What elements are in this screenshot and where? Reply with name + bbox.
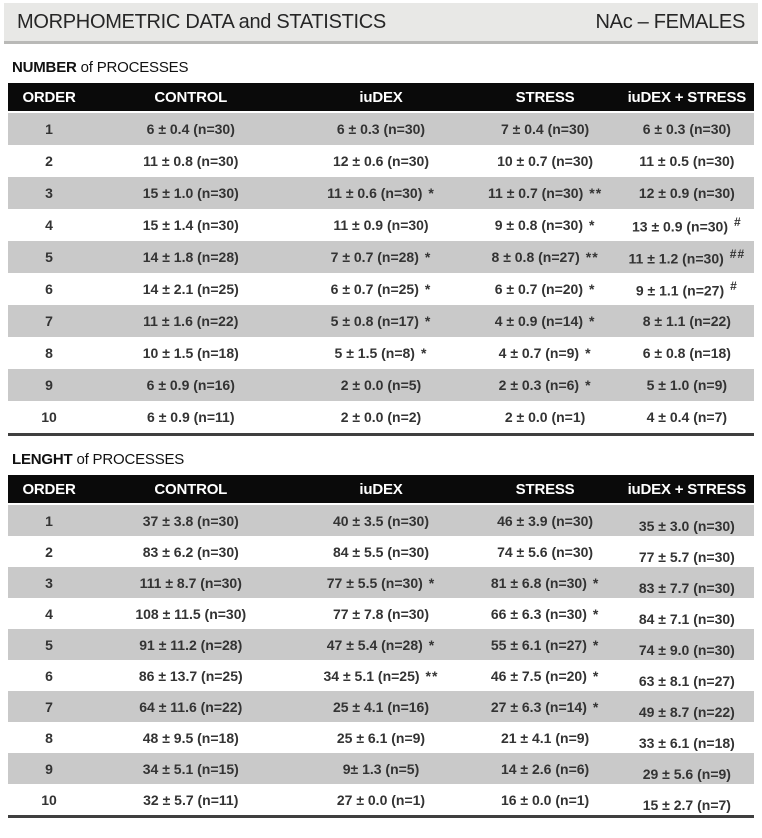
table-row — [8, 273, 754, 305]
cell-value: 11 ± 0.5 (n=30) — [639, 153, 735, 169]
value-cell — [291, 784, 470, 815]
cell-value: 2 ± 0.3 (n=6) — [498, 377, 580, 393]
order-cell: 2 — [45, 543, 53, 560]
value-cell — [291, 145, 470, 177]
cell-value: 7 ± 0.7 (n=28) — [330, 249, 419, 265]
value-cell — [471, 567, 620, 598]
cell-value: 63 ± 8.1 (n=27) — [638, 672, 735, 689]
number-of-processes-table — [8, 83, 754, 436]
cell-value: 15 ± 2.7 (n=7) — [642, 796, 731, 813]
significance-marker: * — [420, 345, 428, 361]
cell-value: 10 ± 1.5 (n=18) — [142, 345, 239, 361]
value-cell — [620, 177, 754, 209]
cell-value: 48 ± 9.5 (n=18) — [142, 729, 239, 746]
significance-marker: * — [592, 667, 600, 684]
cell-value: 12 ± 0.6 (n=30) — [332, 153, 429, 169]
column-header-order: ORDER — [8, 83, 90, 113]
cell-value: 74 ± 5.6 (n=30) — [497, 543, 594, 560]
cell-value: 2 ± 0.0 (n=1) — [504, 409, 586, 425]
cell-value: 8 ± 0.8 (n=27) — [491, 249, 580, 265]
value-cell — [291, 369, 470, 401]
order-cell: 6 — [45, 281, 53, 297]
significance-marker: * — [428, 185, 435, 201]
value-cell — [291, 505, 470, 536]
value-cell — [620, 369, 754, 401]
value-cell — [620, 505, 754, 536]
cell-value: 49 ± 8.7 (n=22) — [638, 703, 735, 720]
value-cell — [471, 401, 620, 433]
value-cell — [90, 753, 291, 784]
column-header-iudex-stress: iuDEX + STRESS — [620, 83, 754, 113]
significance-marker: * — [424, 313, 432, 329]
significance-marker: * — [592, 636, 600, 653]
value-cell — [291, 691, 470, 722]
value-cell — [291, 337, 470, 369]
cell-value: 11 ± 0.9 (n=30) — [333, 217, 429, 233]
order-cell: 3 — [45, 185, 53, 201]
cell-value: 2 ± 0.0 (n=5) — [340, 377, 422, 393]
table-header-row — [8, 83, 754, 113]
order-cell: 4 — [45, 605, 53, 622]
table-row — [8, 241, 754, 273]
cell-value: 9± 1.3 (n=5) — [342, 760, 420, 777]
cell-value: 34 ± 5.1 (n=15) — [142, 760, 239, 777]
significance-marker: * — [585, 345, 592, 361]
significance-marker: # — [734, 215, 742, 230]
table-row — [8, 145, 754, 177]
cell-value: 33 ± 6.1 (n=18) — [638, 734, 735, 751]
value-cell — [471, 505, 620, 536]
cell-value: 6 ± 0.7 (n=25) — [330, 281, 419, 297]
value-cell — [471, 337, 620, 369]
order-cell: 1 — [45, 121, 53, 137]
value-cell — [291, 722, 470, 753]
table-row — [8, 753, 754, 784]
column-header-iudex-stress: iuDEX + STRESS — [620, 475, 754, 505]
cell-value: 10 ± 0.7 (n=30) — [497, 153, 594, 169]
order-cell: 5 — [45, 636, 53, 653]
cell-value: 84 ± 7.1 (n=30) — [638, 610, 735, 627]
value-cell — [471, 784, 620, 815]
value-cell — [620, 113, 754, 145]
value-cell — [90, 337, 291, 369]
value-cell — [620, 722, 754, 753]
cell-value: 37 ± 3.8 (n=30) — [142, 512, 239, 529]
value-cell — [90, 629, 291, 660]
cell-value: 77 ± 5.7 (n=30) — [638, 548, 735, 565]
value-cell — [471, 629, 620, 660]
cell-value: 6 ± 0.3 (n=30) — [336, 121, 426, 137]
value-cell — [90, 369, 291, 401]
significance-marker: * — [424, 281, 432, 297]
order-cell: 10 — [41, 791, 57, 808]
cell-value: 84 ± 5.5 (n=30) — [332, 543, 429, 560]
value-cell — [620, 536, 754, 567]
table-row — [8, 691, 754, 722]
cell-value: 9 ± 1.1 (n=27) — [635, 282, 725, 299]
significance-marker: * — [592, 698, 600, 715]
value-cell — [620, 209, 754, 241]
section-title-number — [12, 59, 762, 76]
cell-value: 21 ± 4.1 (n=9) — [500, 729, 590, 746]
value-cell — [471, 273, 620, 305]
cell-value: 66 ± 6.3 (n=30) — [490, 605, 587, 622]
cell-value: 81 ± 6.8 (n=30) — [490, 574, 587, 591]
table-row — [8, 505, 754, 536]
cell-value: 25 ± 4.1 (n=16) — [332, 698, 429, 715]
cell-value: 27 ± 0.0 (n=1) — [336, 791, 426, 808]
cell-value: 77 ± 7.8 (n=30) — [332, 605, 429, 622]
cell-value: 86 ± 13.7 (n=25) — [138, 667, 243, 684]
value-cell — [471, 598, 620, 629]
significance-marker: * — [585, 377, 592, 393]
cell-value: 11 ± 1.2 (n=30) — [628, 250, 724, 267]
value-cell — [471, 369, 620, 401]
value-cell — [291, 629, 470, 660]
value-cell — [90, 691, 291, 722]
app-header — [4, 3, 758, 44]
length-of-processes-table — [8, 475, 754, 818]
order-cell: 10 — [41, 409, 57, 425]
table-row — [8, 722, 754, 753]
order-cell: 3 — [45, 574, 53, 591]
value-cell — [90, 784, 291, 815]
significance-marker: # — [730, 279, 738, 294]
value-cell — [620, 784, 754, 815]
value-cell — [291, 567, 470, 598]
column-header-control: CONTROL — [90, 83, 291, 113]
cell-value: 46 ± 7.5 (n=20) — [490, 667, 587, 684]
order-cell: 2 — [45, 153, 53, 169]
cell-value: 47 ± 5.4 (n=28) — [326, 636, 423, 653]
value-cell — [471, 660, 620, 691]
value-cell — [620, 401, 754, 433]
value-cell — [620, 273, 754, 305]
value-cell — [620, 691, 754, 722]
section-title-number-rest: of PROCESSES — [80, 59, 189, 76]
cell-value: 55 ± 6.1 (n=27) — [490, 636, 587, 653]
order-cell: 5 — [45, 249, 53, 265]
table-row — [8, 784, 754, 815]
significance-marker: ** — [585, 249, 599, 265]
value-cell — [291, 241, 470, 273]
value-cell — [620, 660, 754, 691]
cell-value: 14 ± 2.1 (n=25) — [142, 281, 239, 297]
cell-value: 64 ± 11.6 (n=22) — [139, 698, 243, 715]
significance-marker: * — [588, 313, 596, 329]
value-cell — [90, 505, 291, 536]
value-cell — [90, 273, 291, 305]
significance-marker: * — [588, 281, 596, 297]
cell-value: 83 ± 7.7 (n=30) — [638, 579, 735, 596]
cell-value: 29 ± 5.6 (n=9) — [642, 765, 731, 782]
column-header-stress: STRESS — [471, 475, 620, 505]
order-cell: 8 — [45, 729, 53, 746]
value-cell — [620, 753, 754, 784]
table-row — [8, 369, 754, 401]
value-cell — [620, 337, 754, 369]
cell-value: 111 ± 8.7 (n=30) — [139, 574, 242, 591]
table-row — [8, 401, 754, 433]
value-cell — [291, 305, 470, 337]
cell-value: 6 ± 0.3 (n=30) — [642, 121, 731, 137]
cell-value: 5 ± 1.5 (n=8) — [334, 345, 415, 361]
table-row — [8, 337, 754, 369]
cell-value: 74 ± 9.0 (n=30) — [638, 641, 735, 658]
significance-marker: * — [428, 636, 436, 653]
column-header-order: ORDER — [8, 475, 90, 505]
order-cell: 4 — [45, 217, 53, 233]
value-cell — [90, 401, 291, 433]
value-cell — [620, 145, 754, 177]
value-cell — [90, 722, 291, 753]
page-title: MORPHOMETRIC DATA and STATISTICS — [17, 10, 386, 33]
cell-value: 5 ± 0.8 (n=17) — [330, 313, 419, 329]
order-cell: 6 — [45, 667, 53, 684]
order-cell: 7 — [45, 313, 53, 329]
cell-value: 2 ± 0.0 (n=2) — [340, 409, 422, 425]
cell-value: 14 ± 2.6 (n=6) — [500, 760, 590, 777]
value-cell — [471, 113, 620, 145]
cell-value: 35 ± 3.0 (n=30) — [638, 517, 735, 534]
value-cell — [90, 145, 291, 177]
cell-value: 34 ± 5.1 (n=25) — [323, 667, 420, 684]
table-row — [8, 629, 754, 660]
cell-value: 77 ± 5.5 (n=30) — [326, 574, 423, 591]
value-cell — [90, 177, 291, 209]
cell-value: 5 ± 1.0 (n=9) — [646, 377, 728, 393]
value-cell — [90, 113, 291, 145]
region-label: NAc – FEMALES — [595, 10, 745, 33]
cell-value: 6 ± 0.9 (n=11) — [147, 409, 235, 425]
table-row — [8, 209, 754, 241]
cell-value: 11 ± 1.6 (n=22) — [143, 313, 239, 329]
value-cell — [471, 145, 620, 177]
value-cell — [471, 241, 620, 273]
value-cell — [90, 660, 291, 691]
value-cell — [471, 722, 620, 753]
cell-value: 14 ± 1.8 (n=28) — [142, 249, 239, 265]
significance-marker: * — [588, 217, 596, 233]
value-cell — [90, 567, 291, 598]
significance-marker: ** — [589, 185, 603, 201]
table-header-row — [8, 475, 754, 505]
value-cell — [291, 598, 470, 629]
order-cell: 9 — [45, 377, 53, 393]
value-cell — [620, 629, 754, 660]
section-title-length-bold: LENGHT — [12, 451, 73, 468]
cell-value: 4 ± 0.9 (n=14) — [494, 313, 583, 329]
cell-value: 7 ± 0.4 (n=30) — [500, 121, 590, 137]
cell-value: 6 ± 0.8 (n=18) — [642, 345, 731, 361]
table-row — [8, 177, 754, 209]
significance-marker: ## — [729, 247, 746, 262]
value-cell — [471, 209, 620, 241]
cell-value: 11 ± 0.6 (n=30) — [327, 185, 423, 201]
cell-value: 40 ± 3.5 (n=30) — [332, 512, 429, 529]
value-cell — [291, 177, 470, 209]
cell-value: 13 ± 0.9 (n=30) — [631, 218, 728, 235]
section-title-number-bold: NUMBER — [12, 59, 77, 76]
cell-value: 6 ± 0.9 (n=16) — [146, 377, 235, 393]
value-cell — [291, 660, 470, 691]
order-cell: 9 — [45, 760, 53, 777]
cell-value: 108 ± 11.5 (n=30) — [135, 605, 247, 622]
significance-marker: * — [592, 574, 600, 591]
cell-value: 32 ± 5.7 (n=11) — [143, 791, 239, 808]
value-cell — [291, 113, 470, 145]
order-cell: 8 — [45, 345, 53, 361]
value-cell — [471, 177, 620, 209]
column-header-control: CONTROL — [90, 475, 291, 505]
table-row — [8, 598, 754, 629]
value-cell — [620, 598, 754, 629]
cell-value: 6 ± 0.4 (n=30) — [146, 121, 235, 137]
cell-value: 91 ± 11.2 (n=28) — [139, 636, 243, 653]
section-title-length — [12, 451, 762, 468]
table-row — [8, 113, 754, 145]
cell-value: 11 ± 0.8 (n=30) — [143, 153, 239, 169]
cell-value: 27 ± 6.3 (n=14) — [490, 698, 587, 715]
cell-value: 4 ± 0.7 (n=9) — [498, 345, 580, 361]
value-cell — [90, 536, 291, 567]
significance-marker: * — [592, 605, 600, 622]
cell-value: 4 ± 0.4 (n=7) — [646, 409, 728, 425]
value-cell — [620, 305, 754, 337]
cell-value: 6 ± 0.7 (n=20) — [494, 281, 583, 297]
value-cell — [471, 753, 620, 784]
cell-value: 8 ± 1.1 (n=22) — [642, 313, 731, 329]
cell-value: 11 ± 0.7 (n=30) — [488, 185, 584, 201]
cell-value: 83 ± 6.2 (n=30) — [142, 543, 239, 560]
significance-marker: * — [428, 574, 436, 591]
cell-value: 16 ± 0.0 (n=1) — [500, 791, 590, 808]
cell-value: 15 ± 1.4 (n=30) — [142, 217, 239, 233]
cell-value: 12 ± 0.9 (n=30) — [638, 185, 735, 201]
table-row — [8, 305, 754, 337]
value-cell — [291, 273, 470, 305]
cell-value: 15 ± 1.0 (n=30) — [142, 185, 239, 201]
value-cell — [471, 305, 620, 337]
order-cell: 7 — [45, 698, 53, 715]
order-cell: 1 — [45, 512, 53, 529]
table-row — [8, 567, 754, 598]
value-cell — [90, 241, 291, 273]
value-cell — [90, 598, 291, 629]
cell-value: 9 ± 0.8 (n=30) — [494, 217, 583, 233]
significance-marker: * — [424, 249, 432, 265]
value-cell — [620, 241, 754, 273]
column-header-stress: STRESS — [471, 83, 620, 113]
significance-marker: ** — [425, 667, 439, 684]
value-cell — [291, 209, 470, 241]
value-cell — [471, 691, 620, 722]
section-title-length-rest: of PROCESSES — [76, 451, 185, 468]
value-cell — [291, 401, 470, 433]
value-cell — [471, 536, 620, 567]
table-row — [8, 660, 754, 691]
value-cell — [90, 209, 291, 241]
cell-value: 46 ± 3.9 (n=30) — [497, 512, 594, 529]
value-cell — [90, 305, 291, 337]
cell-value: 25 ± 6.1 (n=9) — [336, 729, 426, 746]
value-cell — [620, 567, 754, 598]
value-cell — [291, 753, 470, 784]
column-header-iudex: iuDEX — [291, 83, 470, 113]
value-cell — [291, 536, 470, 567]
column-header-iudex: iuDEX — [291, 475, 470, 505]
table-row — [8, 536, 754, 567]
